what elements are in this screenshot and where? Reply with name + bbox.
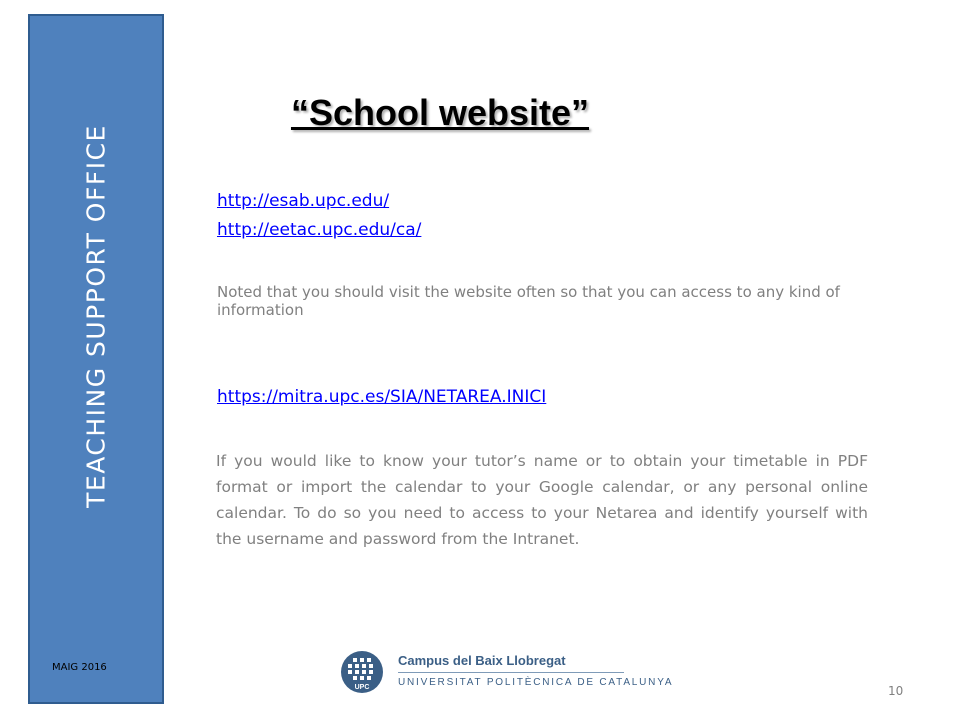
logo-divider bbox=[398, 672, 624, 673]
campus-name: Campus del Baix Llobregat bbox=[398, 653, 566, 668]
esab-link[interactable]: http://esab.upc.edu/ bbox=[217, 191, 390, 211]
university-name: UNIVERSITAT POLITÈCNICA DE CATALUNYA bbox=[398, 677, 674, 688]
sidebar-title: TEACHING SUPPORT OFFICE bbox=[81, 124, 111, 508]
upc-logo bbox=[340, 650, 674, 696]
tutor-paragraph: If you would like to know your tutor’s name or to obtain your timetable in PDF format or import the calendar to your Google calendar, or any personal online calendar. To do so you need to access to your Netarea and identify yourself with the username and password from the Intranet. bbox=[216, 452, 868, 548]
upc-emblem-icon bbox=[340, 650, 384, 694]
visit-note: Noted that you should visit the website often so that you can access to any kind of information bbox=[217, 283, 840, 319]
svg-text:UPC: UPC bbox=[354, 684, 370, 691]
intranet-link[interactable]: https://mitra.upc.es/SIA/NETAREA.INICI bbox=[217, 387, 547, 407]
slide-title: “School website” bbox=[290, 92, 590, 133]
slide-date: MAIG 2016 bbox=[52, 662, 107, 673]
eetac-link[interactable]: http://eetac.upc.edu/ca/ bbox=[217, 220, 422, 240]
page-number: 10 bbox=[888, 684, 904, 698]
